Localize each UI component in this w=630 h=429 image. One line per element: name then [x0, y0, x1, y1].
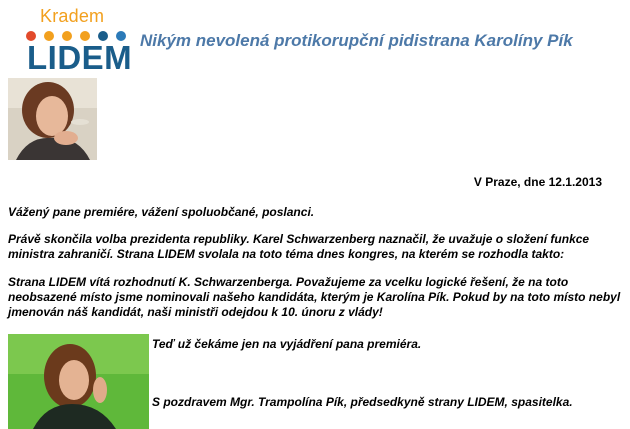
portrait-image — [8, 78, 97, 160]
logo-top-text: Kradem — [40, 6, 105, 26]
letter-dateline: V Praze, dne 12.1.2013 — [473, 175, 602, 189]
letter-paragraph-1: Právě skončila volba prezidenta republiky. Karel Schwarzenberg naznačil, že uvažuje o složení funkce ministra zahraničí. Strana LIDEM svolala na toto téma dnes kongres, na kterém se rozhodla takto: — [8, 232, 590, 261]
letter-paragraph-2: Strana LIDEM vítá rozhodnutí K. Schwarzenberga. Považujeme za vcelku logické řešení, že na toto neobsazené místo jsme nominovali našeho kandidáta, kterým je Karolína Pík. Pokud by na toto místo nebyl jmenován náš kandidát, naši ministři odejdou k 10. únoru z vlády! — [8, 275, 621, 319]
party-slogan: Nikým nevolená protikorupční pidistrana Karolíny Pík — [140, 31, 573, 50]
speech-image — [8, 334, 149, 429]
portrait-photo — [8, 78, 97, 160]
letter-salutation: Vážený pane premiére, vážení spoluobčané, poslanci. — [8, 205, 315, 219]
logo-main-text: LIDEM — [27, 39, 133, 76]
party-logo — [22, 6, 133, 76]
letter-signature: S pozdravem Mgr. Trampolína Pík, předsedkyně strany LIDEM, spasitelka. — [152, 395, 573, 409]
speech-photo — [8, 334, 149, 429]
letter-waiting-line: Teď už čekáme jen na vyjádření pana premiéra. — [152, 337, 422, 351]
